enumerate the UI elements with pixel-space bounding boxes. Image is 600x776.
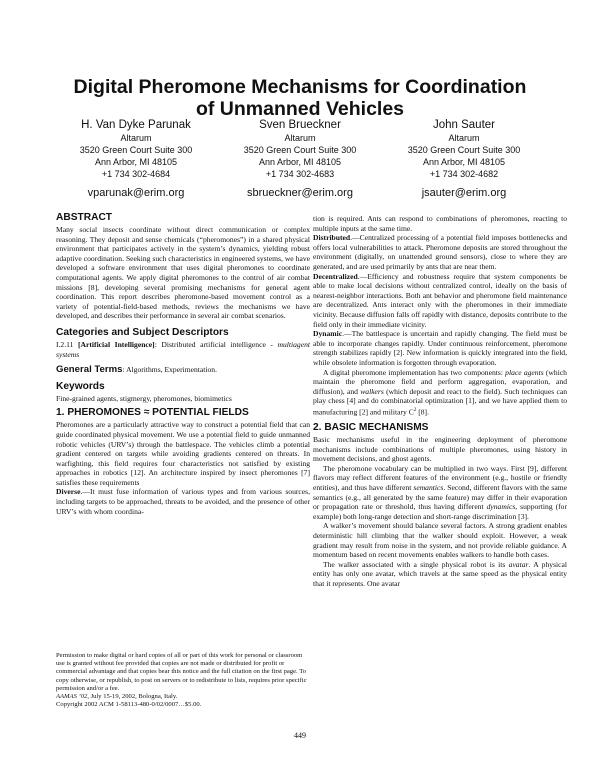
categories-bold: [Artificial Intelligence] — [78, 339, 155, 349]
title-line-2: of Unmanned Vehicles — [195, 98, 405, 120]
footnote-copyright: Copyright 2002 ACM 1-58113-480-0/02/0007…$5.00. — [56, 701, 202, 709]
sec2-p4-text-b: . A physical entity has only one avatar, which travels at the same speed as the physical entity that it represents. One avatar — [313, 559, 567, 588]
general-terms-heading: General Terms — [56, 364, 123, 376]
distributed-paragraph — [313, 233, 567, 271]
right-column — [313, 214, 567, 589]
impl-text-a: A digital pheromone implementation has two components: — [323, 367, 506, 377]
author-address: 3520 Green Court Suite 300 — [79, 145, 193, 155]
author-name: John Sauter — [432, 119, 495, 131]
sec2-p2-italic-dynamics: dynamics — [486, 502, 516, 512]
section-1-paragraph: Pheromones are a particularly attractive way to construct a potential field that can guide coordinated physical movement. We use a potential field to guide unmanned robotic vehicles (URV’s) through the battlespace. The vehicles climb a potential gradient centered on targets while avoiding gradients centered on threats. In warfighting, this field requires four characteristics not satisfied by existing approaches in robotics [12]. An architecture inspired by insect pheromones [7] satisfies these requirements — [56, 420, 310, 487]
dynamic-paragraph — [313, 329, 567, 367]
decentralized-label: Decentralized — [313, 271, 358, 281]
section-2-heading: 2. BASIC MECHANISMS — [313, 422, 429, 433]
left-column — [56, 212, 310, 516]
author-block-1 — [53, 118, 219, 200]
decentralized-text: .—Efficiency and robustness require that system components be able to make local decisions without centralized control, ideally on the basis of nearest-neighbor interactions. Both ant behavior and pheromone field maintenance are decentralized. Ants interact only with the pheromones in their immediate vicinity. Because diffusion falls off rapidly with distance, deposits contribute to the field only in their immediate vicinity. — [313, 271, 567, 329]
footnote-conference-rest: , July 15-19, 2002, Bologna, Italy. — [87, 693, 178, 701]
section-2-paragraph-1: Basic mechanisms useful in the engineering deployment of pheromone mechanisms include combinations of multiple pheromones, using history in movement decisions, and ghost agents. — [313, 435, 567, 464]
section-2-paragraph-4 — [313, 560, 567, 589]
author-city: Ann Arbor, MI 48105 — [94, 157, 178, 167]
author-city: Ann Arbor, MI 48105 — [258, 157, 342, 167]
impl-text-d: [8]. — [416, 407, 429, 417]
author-org: Altarum — [284, 133, 316, 143]
categories-heading: Categories and Subject Descriptors — [56, 326, 229, 338]
diverse-text: .—It must fuse information of various types and from various sources, including targets to be approached, threats to be avoided, and the presence of other URV’s with whom coordina- — [56, 487, 310, 516]
abstract-text: Many social insects coordinate without direct communication or complex reasoning. They deposit and sense chemicals (“pheromones”) in a shared physical environment that participates actively in the system’s dynamics, yielding robust adaptive coordination. Seeking such characteristics in engineered systems, we have developed a software environment that uses digital pheromones to coordinate computational agents. We apply digital pheromones to the control of air combat missions [8], developing several promising mechanisms for general agent coordination. This report describes pheromone-based movement control as a variety of potential-field-based methods, reviews the mechanisms we have developed, and describes their performance in several air combat scenarios. — [56, 225, 310, 321]
author-address: 3520 Green Court Suite 300 — [243, 145, 357, 155]
footnote-conference-name: AAMAS ’02 — [56, 693, 88, 701]
categories-rest: : Distributed artificial intelligence - — [154, 339, 278, 349]
sec2-p2-text-b: . Second, different flavors with the same semantics (e.g., all generated by the same feature) may differ in their evaporation or propagation rate or threshold, thus having different — [313, 482, 568, 512]
author-name: H. Van Dyke Parunak — [81, 119, 191, 131]
author-phone: +1 734 302-4683 — [265, 169, 335, 179]
footnote-permission: Permission to make digital or hard copies of all or part of this work for personal or classroom use is granted without fee provided that copies are not made or distributed for profit or commercial advantage and that copies bear this notice and the full citation on the first page. To copy otherwise, or republish, to post on servers or to redistribute to lists, requires prior specific permission and/or a fee. — [56, 652, 307, 692]
author-email[interactable]: vparunak@erim.org — [87, 187, 185, 199]
keywords-heading: Keywords — [56, 380, 105, 392]
paper-title — [40, 76, 560, 120]
section-2-paragraph-3: A walker’s movement should balance several factors. A strong gradient enables deterministic hill climbing that the walker should exploit. However, a weak gradient may result from noise in the system, and not provide reliable guidance. A momentum based on recent movements enables walkers to handle both cases. — [313, 521, 567, 560]
author-phone: +1 734 302-4682 — [429, 169, 499, 179]
author-org: Altarum — [448, 133, 480, 143]
author-address: 3520 Green Court Suite 300 — [407, 145, 521, 155]
author-name: Sven Brueckner — [259, 119, 341, 131]
impl-text-c: (which deposit and react to the field). Such techniques can play chess [4] and do combinatorial optimization [1], and we have applied them to manufacturing [2] and military C — [313, 386, 567, 417]
sec2-p4-text-a: The walker associated with a single physical robot is its — [323, 559, 509, 569]
author-email[interactable]: jsauter@erim.org — [421, 187, 507, 199]
impl-text-b: (which maintain the pheromone field and perform aggregation, evaporation, and diffusion), and — [313, 367, 567, 396]
keywords-text: Fine-grained agents, stigmergy, pheromones, biomimetics — [56, 393, 232, 403]
author-phone: +1 734 302-4684 — [101, 169, 171, 179]
categories-code: I.2.11 — [56, 339, 79, 349]
section-1-heading: 1. PHEROMONES ≈ POTENTIAL FIELDS — [56, 407, 249, 419]
author-email[interactable]: sbrueckner@erim.org — [247, 187, 353, 199]
categories-text — [56, 340, 310, 359]
author-block-2 — [217, 118, 383, 200]
author-org: Altarum — [120, 133, 152, 143]
section-2-paragraph-2 — [313, 464, 567, 522]
impl-superscript: 2 — [413, 407, 417, 413]
distributed-text: .—Centralized processing of a potential field imposes bottlenecks and offers local vulnerabilities to attack. Pheromone deposits are stored throughout the environment (digitally, on unattended ground sensors), close to where they are generated, and are used primarily by ants that are near them. — [313, 233, 567, 271]
general-terms — [56, 365, 310, 375]
page-number: 449 — [294, 731, 306, 740]
dynamic-text: .—The battlespace is uncertain and rapidly changing. The field must be able to incorporate changes rapidly. Under continuous reinforcement, pheromone strength stabilizes rapidly [2]. New information is quickly integrated into the field, while obsolete information is forgotten through evaporation. — [313, 329, 567, 367]
copyright-footnote — [56, 652, 310, 709]
decentralized-paragraph — [313, 272, 567, 330]
distributed-label: Distributed — [313, 233, 351, 243]
sec2-p2-italic-semantics: semantics — [413, 482, 444, 492]
continuation-paragraph: tion is required. Ants can respond to combinations of pheromones, reacting to multiple inputs at the same time. — [313, 214, 567, 233]
sec2-p2-text-a: The pheromone vocabulary can be multiplied in two ways. First [9], different flavors may reflect different features of the environment (e.g., hostile or friendly entities), and thus have different — [313, 463, 567, 492]
impl-italic-place-agents: place agents — [505, 367, 544, 377]
implementation-paragraph — [313, 368, 567, 418]
diverse-paragraph — [56, 487, 310, 516]
impl-italic-walkers: walkers — [360, 386, 384, 396]
author-city: Ann Arbor, MI 48105 — [422, 157, 506, 167]
dynamic-label: Dynamic — [313, 329, 343, 339]
sec2-p4-italic-avatar: avatar — [508, 559, 529, 569]
categories-italic: multiagent systems — [56, 339, 310, 359]
author-block-3 — [381, 118, 547, 200]
footnote-conference — [56, 693, 310, 701]
diverse-label: Diverse — [56, 487, 81, 497]
general-terms-text: : Algorithms, Experimentation. — [122, 365, 217, 375]
title-line-1: Digital Pheromone Mechanisms for Coordination — [73, 76, 527, 98]
sec2-p2-text-c: , supporting (for example) both long-range detection and short-range discrimination [3]. — [313, 502, 567, 521]
abstract-heading: ABSTRACT — [56, 212, 113, 223]
